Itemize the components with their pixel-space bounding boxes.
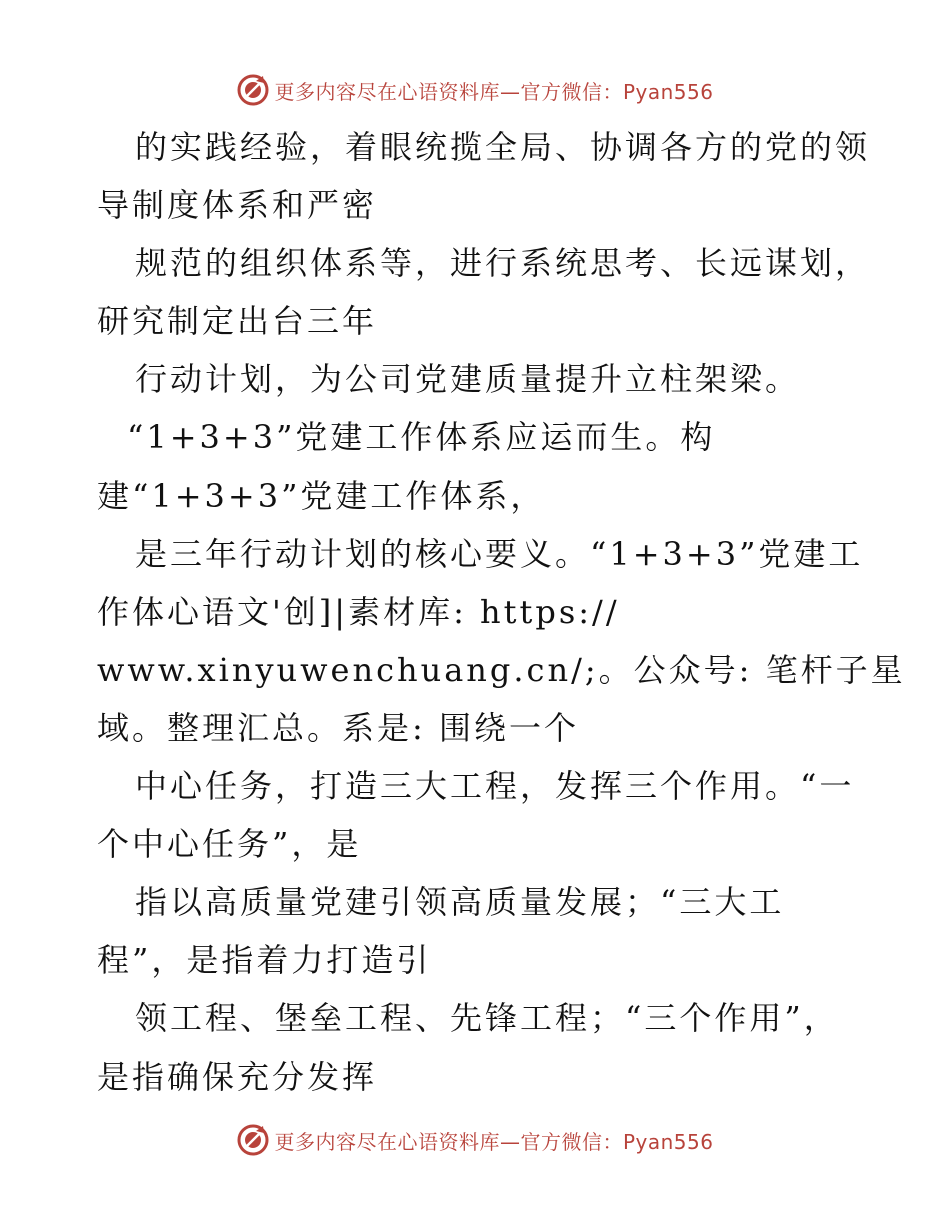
text-line: 是指确保充分发挥: [97, 1057, 378, 1096]
text-line: 中心任务，打造三大工程，发挥三个作用。“一: [135, 767, 855, 806]
header-banner: [0, 70, 950, 110]
text-line: 作体心语文'创]|素材库: https://: [97, 592, 620, 631]
seal-logo-icon: [236, 1123, 270, 1157]
text-line: 域。整理汇总。系是: 围绕一个: [97, 708, 579, 747]
text-line: 研究制定出台三年: [97, 302, 378, 341]
text-line: 是三年行动计划的核心要义。“1+3+3”党建工: [135, 534, 864, 573]
header-banner-text: 更多内容尽在心语资料库—官方微信：Pyan556: [274, 79, 714, 104]
document-body: [97, 118, 917, 1106]
text-line: 程”，是指着力打造引: [97, 941, 432, 980]
text-line: “1+3+3”党建工作体系应运而生。构: [127, 418, 716, 457]
text-line: 建“1+3+3”党建工作体系，: [97, 476, 546, 515]
text-line: 个中心任务”，是: [97, 825, 362, 864]
text-line: 规范的组织体系等，进行系统思考、长远谋划，: [135, 244, 871, 283]
text-line: 行动计划，为公司党建质量提升立柱架梁。: [135, 360, 801, 399]
seal-logo-icon: [236, 73, 270, 107]
text-line: 指以高质量党建引领高质量发展；“三大工: [135, 883, 785, 922]
footer-banner-text: 更多内容尽在心语资料库—官方微信：Pyan556: [274, 1129, 714, 1154]
text-line: 导制度体系和严密: [97, 186, 378, 225]
footer-banner: [0, 1120, 950, 1160]
text-line: 的实践经验，着眼统揽全局、协调各方的党的领: [135, 128, 871, 166]
text-line: 领工程、堡垒工程、先锋工程；“三个作用”，: [135, 999, 839, 1038]
text-line: www.xinyuwenchuang.cn/;。公众号: 笔杆子星: [97, 650, 906, 689]
